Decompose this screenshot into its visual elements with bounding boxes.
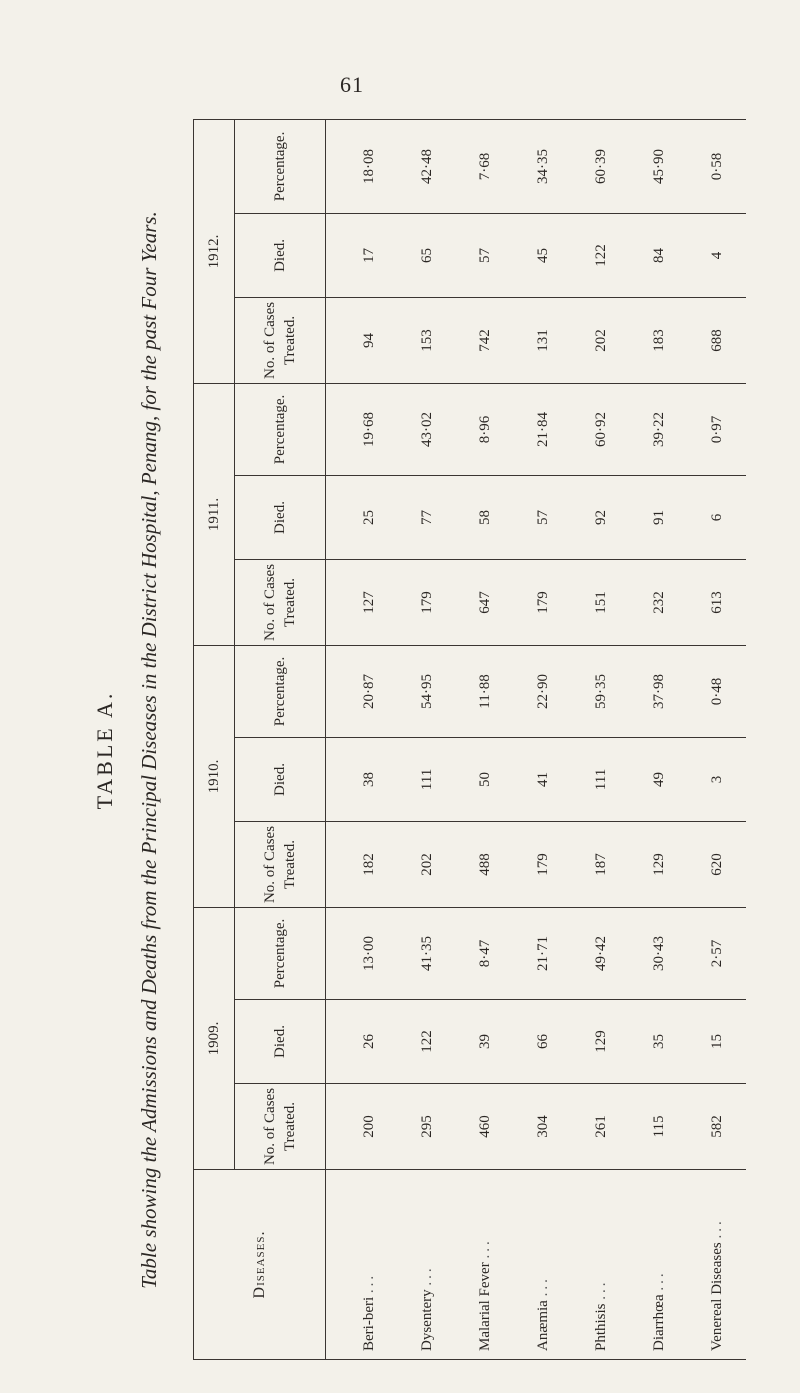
cases-cell: 182 xyxy=(326,821,399,907)
died-cell: 57 xyxy=(514,475,572,559)
disease-cell xyxy=(326,1170,399,1360)
table-subtitle: Table showing the Admissions and Deaths from the Principal Diseases in the District Hospital, Penang, for the past Four Years. xyxy=(137,211,161,1289)
died-cell: 84 xyxy=(630,213,688,297)
died-cell: 49 xyxy=(630,737,688,821)
cases-cell: 620 xyxy=(688,821,746,907)
leader-dots: ... xyxy=(650,1270,667,1291)
died-cell: 66 xyxy=(514,1000,572,1084)
died-cell: 4 xyxy=(688,213,746,297)
percentage-cell: 8·47 xyxy=(456,907,514,999)
percentage-cell: 45·90 xyxy=(630,119,688,213)
percentage-cell: 30·43 xyxy=(630,907,688,999)
percentage-cell: 22·90 xyxy=(514,645,572,737)
died-cell: 111 xyxy=(398,737,456,821)
percentage-header: Percentage. xyxy=(235,383,326,475)
leader-dots: ... xyxy=(534,1276,551,1297)
cases-cell: 460 xyxy=(456,1084,514,1170)
percentage-cell: 41·35 xyxy=(398,907,456,999)
cases-cell: 179 xyxy=(514,821,572,907)
table-row xyxy=(398,119,456,1359)
table-row xyxy=(326,119,399,1359)
cases-cell: 202 xyxy=(398,821,456,907)
cases-header: No. of Cases Treated. xyxy=(235,1084,326,1170)
table-row xyxy=(456,119,514,1359)
cases-cell: 742 xyxy=(456,297,514,383)
died-cell: 45 xyxy=(514,213,572,297)
table-body xyxy=(326,119,747,1359)
cases-cell: 304 xyxy=(514,1084,572,1170)
percentage-cell: 37·98 xyxy=(630,645,688,737)
disease-name: Phthisis xyxy=(592,1303,609,1351)
cases-cell: 187 xyxy=(572,821,630,907)
percentage-cell: 8·96 xyxy=(456,383,514,475)
disease-cell xyxy=(688,1170,746,1360)
died-header: Died. xyxy=(235,1000,326,1084)
percentage-header: Percentage. xyxy=(235,645,326,737)
page-number: 61 xyxy=(340,72,364,97)
diseases-column-header: Diseases. xyxy=(194,1170,326,1360)
died-header: Died. xyxy=(235,475,326,559)
percentage-cell: 11·88 xyxy=(456,645,514,737)
percentage-cell: 19·68 xyxy=(326,383,399,475)
percentage-cell: 34·35 xyxy=(514,119,572,213)
disease-cell xyxy=(572,1170,630,1360)
percentage-cell: 0·48 xyxy=(688,645,746,737)
cases-header: No. of Cases Treated. xyxy=(235,821,326,907)
disease-name: Venereal Diseases xyxy=(708,1242,725,1351)
cases-cell: 261 xyxy=(572,1084,630,1170)
table-row xyxy=(630,119,688,1359)
cases-cell: 688 xyxy=(688,297,746,383)
died-cell: 41 xyxy=(514,737,572,821)
percentage-cell: 60·92 xyxy=(572,383,630,475)
table-row xyxy=(688,119,746,1359)
disease-cell xyxy=(456,1170,514,1360)
percentage-cell: 43·02 xyxy=(398,383,456,475)
died-cell: 35 xyxy=(630,1000,688,1084)
cases-cell: 488 xyxy=(456,821,514,907)
disease-name: Diarrhœa xyxy=(650,1294,667,1351)
table-row xyxy=(572,119,630,1359)
cases-cell: 153 xyxy=(398,297,456,383)
died-cell: 38 xyxy=(326,737,399,821)
died-cell: 57 xyxy=(456,213,514,297)
cases-cell: 647 xyxy=(456,559,514,645)
cases-cell: 200 xyxy=(326,1084,399,1170)
disease-name: Anæmia xyxy=(534,1300,551,1351)
died-cell: 122 xyxy=(572,213,630,297)
cases-header: No. of Cases Treated. xyxy=(235,559,326,645)
percentage-cell: 21·84 xyxy=(514,383,572,475)
disease-name: Beri-beri xyxy=(360,1296,377,1351)
died-cell: 25 xyxy=(326,475,399,559)
cases-cell: 613 xyxy=(688,559,746,645)
year-header-1910: 1910. xyxy=(194,645,235,907)
leader-dots: ... xyxy=(592,1279,609,1300)
cases-cell: 151 xyxy=(572,559,630,645)
leader-dots: ... xyxy=(476,1238,493,1259)
disease-cell xyxy=(514,1170,572,1360)
cases-header: No. of Cases Treated. xyxy=(235,297,326,383)
disease-name: Malarial Fever xyxy=(476,1262,493,1351)
percentage-cell: 20·87 xyxy=(326,645,399,737)
percentage-cell: 18·08 xyxy=(326,119,399,213)
cases-cell: 131 xyxy=(514,297,572,383)
cases-cell: 202 xyxy=(572,297,630,383)
died-cell: 3 xyxy=(688,737,746,821)
percentage-cell: 13·00 xyxy=(326,907,399,999)
died-cell: 15 xyxy=(688,1000,746,1084)
cases-cell: 295 xyxy=(398,1084,456,1170)
died-cell: 65 xyxy=(398,213,456,297)
year-header-1909: 1909. xyxy=(194,907,235,1169)
percentage-cell: 59·35 xyxy=(572,645,630,737)
died-cell: 58 xyxy=(456,475,514,559)
cases-cell: 232 xyxy=(630,559,688,645)
percentage-cell: 0·58 xyxy=(688,119,746,213)
cases-cell: 115 xyxy=(630,1084,688,1170)
cases-cell: 183 xyxy=(630,297,688,383)
leader-dots: ... xyxy=(360,1272,377,1294)
disease-cell xyxy=(398,1170,456,1360)
disease-name: Dysentery xyxy=(418,1289,435,1351)
cases-cell: 582 xyxy=(688,1084,746,1170)
percentage-cell: 60·39 xyxy=(572,119,630,213)
cases-cell: 179 xyxy=(514,559,572,645)
died-cell: 77 xyxy=(398,475,456,559)
percentage-cell: 21·71 xyxy=(514,907,572,999)
percentage-cell: 39·22 xyxy=(630,383,688,475)
year-header-1912: 1912. xyxy=(194,119,235,383)
died-cell: 92 xyxy=(572,475,630,559)
table-title: TABLE A. xyxy=(92,690,117,810)
died-cell: 39 xyxy=(456,1000,514,1084)
cases-cell: 179 xyxy=(398,559,456,645)
died-cell: 91 xyxy=(630,475,688,559)
died-header: Died. xyxy=(235,737,326,821)
percentage-cell: 0·97 xyxy=(688,383,746,475)
table-row xyxy=(514,119,572,1359)
died-cell: 6 xyxy=(688,475,746,559)
died-cell: 26 xyxy=(326,1000,399,1084)
died-header: Died. xyxy=(235,213,326,297)
cases-cell: 129 xyxy=(630,821,688,907)
died-cell: 111 xyxy=(572,737,630,821)
percentage-cell: 42·48 xyxy=(398,119,456,213)
percentage-cell: 2·57 xyxy=(688,907,746,999)
disease-cell xyxy=(630,1170,688,1360)
year-header-1911: 1911. xyxy=(194,383,235,645)
percentage-header: Percentage. xyxy=(235,907,326,999)
admissions-deaths-table xyxy=(193,119,746,1360)
percentage-cell: 7·68 xyxy=(456,119,514,213)
leader-dots: ... xyxy=(418,1265,435,1286)
cases-cell: 94 xyxy=(326,297,399,383)
cases-cell: 127 xyxy=(326,559,399,645)
rotated-table-page xyxy=(85,120,725,1380)
died-cell: 129 xyxy=(572,1000,630,1084)
died-cell: 122 xyxy=(398,1000,456,1084)
died-cell: 50 xyxy=(456,737,514,821)
percentage-cell: 54·95 xyxy=(398,645,456,737)
died-cell: 17 xyxy=(326,213,399,297)
percentage-cell: 49·42 xyxy=(572,907,630,999)
leader-dots: ... xyxy=(708,1218,725,1239)
percentage-header: Percentage. xyxy=(235,119,326,213)
